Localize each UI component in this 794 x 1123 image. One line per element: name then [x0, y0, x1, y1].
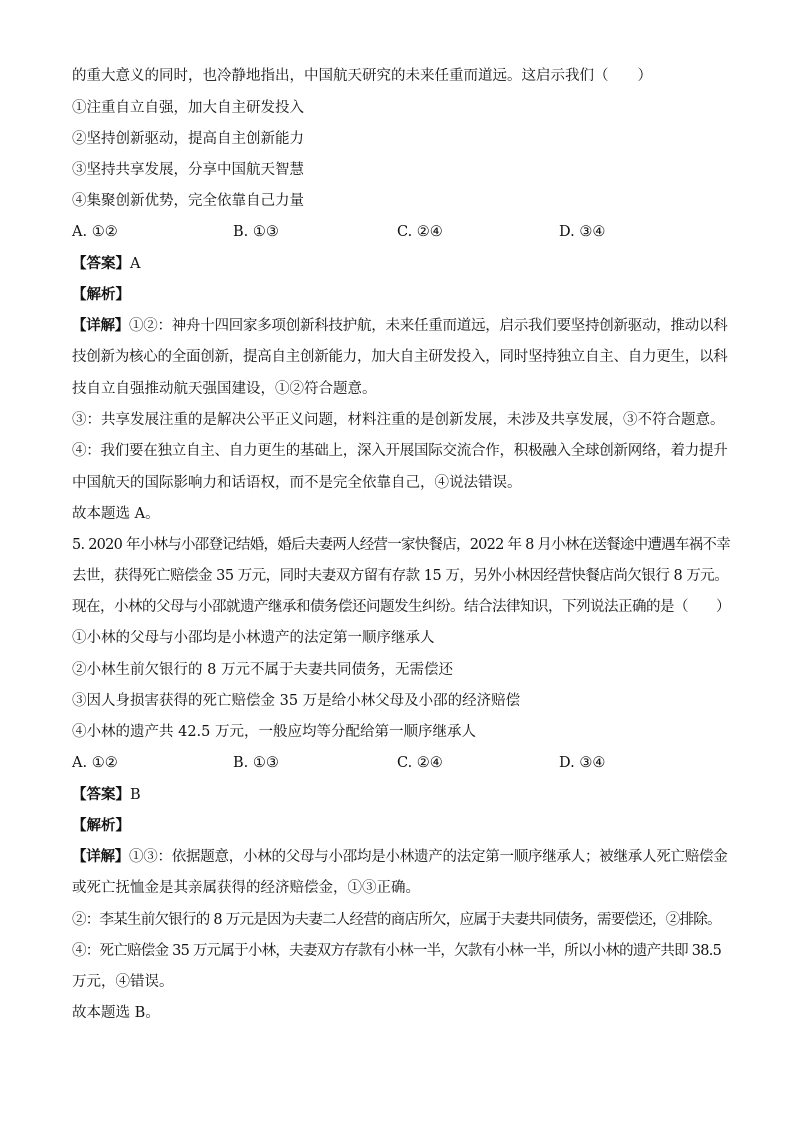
q5-stem-line-2: 去世，获得死亡赔偿金 35 万元，同时夫妻双方留有存款 15 万，另外小林因经营快餐店尚欠银行 8 万元。 — [72, 568, 729, 584]
q4-answer-tag: 【答案】 — [72, 255, 130, 272]
q4-item-4: ④集聚创新优势，完全依靠自己力量 — [72, 193, 304, 209]
q4-option-c: C. ②④ — [397, 224, 443, 240]
q5-item-3: ③因人身损害获得的死亡赔偿金 35 万是给小林父母及小邵的经济赔偿 — [72, 693, 521, 709]
q5-option-c: C. ②④ — [397, 755, 443, 771]
q4-item-1: ①注重自立自强，加大自主研发投入 — [72, 100, 304, 116]
q5-stem-line-1: 5. 2020 年小林与小邵登记结婚，婚后夫妻两人经营一家快餐店，2022 年 8 月小林在送餐途中遭遇车祸不幸 — [72, 537, 730, 553]
q4-detail-tag: 【详解】 — [72, 317, 129, 334]
q4-analysis-tag — [72, 285, 732, 305]
q4-conclusion: 故本题选 A。 — [72, 506, 160, 522]
q5-answer-tag: 【答案】 — [72, 786, 130, 803]
q4-option-a: A. ①② — [72, 224, 118, 240]
q4-detail-line-4: ③：共享发展注重的是解决公平正义问题，材料注重的是创新发展，未涉及共享发展，③不符合题意。 — [72, 412, 725, 428]
q5-options — [72, 753, 732, 773]
q5-stem-line-3: 现在，小林的父母与小邵就遗产继承和债务偿还问题发生纠纷。结合法律知识，下列说法正确的是（ ） — [72, 599, 730, 615]
q4-detail-line-3: 技自立自强推动航天强国建设，①②符合题意。 — [72, 381, 377, 397]
q5-item-4: ④小林的遗产共 42.5 万元，一般应均等分配给第一顺序继承人 — [72, 724, 477, 740]
q5-detail-line-3: ②：李某生前欠银行的 8 万元是因为夫妻二人经营的商店所欠，应属于夫妻共同债务，需要偿还，②排除。 — [72, 912, 721, 928]
q5-option-b: B. ①③ — [233, 755, 279, 771]
q5-detail-line-4: ④：死亡赔偿金 35 万元属于小林，夫妻双方存款有小林一半，欠款有小林一半，所以小林的遗产共即 38.5 — [72, 943, 722, 959]
q5-detail-line-2: 或死亡抚恤金是其亲属获得的经济赔偿金，①③正确。 — [72, 880, 420, 896]
q5-answer-line — [72, 785, 732, 805]
q5-option-d: D. ③④ — [559, 755, 606, 771]
q4-detail-line-2: 技创新为核心的全面创新，提高自主创新能力，加大自主研发投入，同时坚持独立自主、自力更生，以科 — [72, 349, 728, 365]
q5-item-1: ①小林的父母与小邵均是小林遗产的法定第一顺序继承人 — [72, 630, 435, 646]
q5-analysis-tag — [72, 816, 732, 836]
q4-detail-text-1: ①②：神舟十四回家多项创新科技护航，未来任重而道远，启示我们要坚持创新驱动，推动以科 — [129, 318, 728, 334]
q5-answer: B — [130, 787, 141, 803]
q5-detail-text-1: ①③：依据题意，小林的父母与小邵均是小林遗产的法定第一顺序继承人；被继承人死亡赔偿金 — [129, 849, 728, 865]
q5-option-a: A. ①② — [72, 755, 118, 771]
q5-analysis-label: 【解析】 — [72, 817, 130, 834]
q4-options — [72, 222, 732, 242]
q4-analysis-label: 【解析】 — [72, 286, 130, 303]
q4-detail-line-5: ④：我们要在独立自主、自力更生的基础上，深入开展国际交流合作，积极融入全球创新网络，着力提升 — [72, 443, 728, 459]
q5-detail-tag: 【详解】 — [72, 848, 129, 865]
q4-detail-line-1 — [72, 316, 732, 336]
q4-detail-line-6: 中国航天的国际影响力和话语权，而不是完全依靠自己，④说法错误。 — [72, 475, 522, 491]
q5-item-2: ②小林生前欠银行的 8 万元不属于夫妻共同债务，无需偿还 — [72, 662, 453, 678]
q5-detail-line-1 — [72, 847, 732, 867]
q4-option-d: D. ③④ — [559, 224, 606, 240]
q4-item-3: ③坚持共享发展，分享中国航天智慧 — [72, 162, 304, 178]
q5-detail-line-5: 万元，④错误。 — [72, 974, 174, 990]
q4-answer-line — [72, 254, 732, 274]
q4-item-2: ②坚持创新驱动，提高自主创新能力 — [72, 131, 304, 147]
q4-option-b: B. ①③ — [233, 224, 279, 240]
q4-stem-tail: 的重大意义的同时，也冷静地指出，中国航天研究的未来任重而道远。这启示我们（ ） — [72, 68, 652, 84]
q4-answer: A — [130, 256, 141, 272]
q5-conclusion: 故本题选 B。 — [72, 1005, 160, 1021]
